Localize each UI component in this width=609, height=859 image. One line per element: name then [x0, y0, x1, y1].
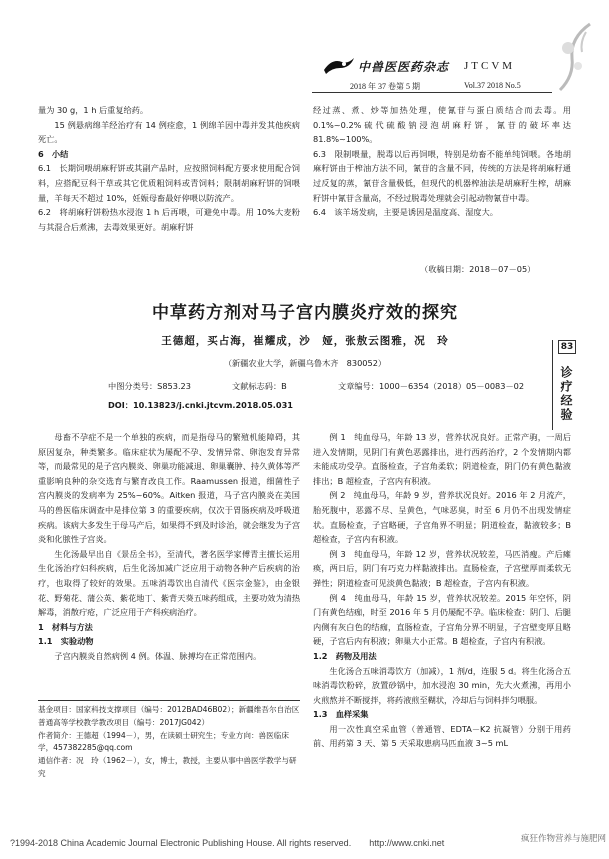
paragraph: 生化汤合五味消毒饮方（加减），1 剂/d，连服 5 d。将生化汤合五味消毒饮粉碎，放置砂锅中，加水浸泡 30 min，先大火煮沸，再用小火煎熬并不断搅拌，将药液煎至糊状，冷却后与饲料拌匀喂服。	[313, 665, 571, 705]
footnote-rule	[38, 700, 300, 701]
paragraph: 用一次性真空采血管（普通管、EDTA－K2 抗凝管）分别于用药前、用药第 3 天、第 5 天采取患病马匹血液 3~5 mL	[313, 723, 571, 749]
paragraph: 15 例悬病绵羊经治疗有 14 例痊愈，1 例绵羊因中毒并发其他疾病死亡。	[38, 119, 300, 145]
article-body-left-column	[38, 430, 300, 664]
paragraph: 量为 30 g，1 h 后重复给药。	[38, 105, 149, 115]
section-heading: 6 小结	[38, 148, 69, 159]
author-affiliation: （新疆农业大学，新疆乌鲁木齐 830052）	[223, 358, 387, 368]
journal-name: 中兽医医药杂志	[358, 60, 450, 74]
paragraph: 6.2 将胡麻籽饼粉热水浸泡 1 h 后再喂，可避免中毒。用 10%大麦粉与其混合后煮沸，去毒效果更好。胡麻籽饼	[38, 207, 300, 232]
paragraph: 母畜不孕症不是一个单独的疾病，而是指母马的繁殖机能障碍，其原因复杂，种类繁多。临床症状为屡配不孕、发情异常、卵泡发育异常等，而最常见的是子宫内膜炎、卵巢功能减退、卵巢囊肿、持久黄体等严重影响良种的杂交选育与繁育改良工作。Raamussen 报道，细菌性子宫内膜炎的发病率为 25%~60%。Aitken 报道，马子宫内膜炎在美国马的兽医临床调查中是排位第 3 的重要疾病，仅次于胃肠疾病及呼吸道疾病。该病大多发生于母马产后，如果得不到及时诊治，就会继发为子宫炎和化脓性子宫炎。	[38, 432, 301, 545]
footnote	[38, 704, 300, 781]
page-number: 83	[558, 340, 576, 354]
side-tab-rule	[552, 340, 553, 430]
paragraph: 6.3 限制喂量，脱毒以后再饲喂，特别是幼畜不能单纯饲喂。各地胡麻籽饼由于榨油方法不同，氰苷的含量不同，传统的方法是将胡麻籽通过反复的蒸，氰苷含量极低，但现代的机器榨油法是胡麻籽生榨，胡麻籽饼中氰苷含量高，不经过脱毒处理就会引起动物氰苷中毒。	[313, 148, 571, 203]
issue-info-cn: 2018 年 37 卷第 5 期	[350, 82, 420, 91]
paragraph: 生化汤最早出自《景岳全书》，至清代，著名医学家傅青主擅长运用生化汤治疗妇科疾病，后生化汤加减广泛应用于动物各种产后疾病的治疗，也取得了较好的效果。五味消毒饮出自清代《医宗金鉴》，由金银花、野菊花、蒲公英、紫花地丁、紫背天葵五味药组成，主要功效为清热解毒，消散疔疮，广泛应用于产科疾病治疗。	[38, 548, 301, 618]
copyright-footer: ?1994-2018 China Academic Journal Electronic Publishing House. All rights reserved. http://www.cnki.net	[10, 838, 445, 848]
previous-article-right-column	[313, 103, 571, 220]
previous-article-left-column	[38, 103, 300, 234]
issue-info-en: Vol.37 2018 No.5	[464, 81, 521, 90]
paragraph: 例 3 纯血母马，年龄 12 岁，营养状况较差，马匹消瘦。产后瘫痪，两日后，阴门有巧克力样黏液排出。直肠检查，子宫壁厚而柔软无弹性；阴道检查可见淡黄色黏液；B 超检查，子宫内有积液。	[313, 548, 571, 588]
document-code: 文献标志码：B	[232, 381, 287, 391]
paragraph: 6.1 长期饲喂胡麻籽饼或其副产品时，应按照饲料配方要求使用配合饲料，应搭配豆科干草或其它优质粗饲料或青饲料；限制胡麻籽饼的饲喂量，羊每天不超过 10%，妊娠母畜最好停喂以防流产。	[38, 163, 300, 203]
subsection-heading: 1.1 实验动物	[38, 636, 94, 647]
article-doi: DOI：10.13823/j.cnki.jtcvm.2018.05.031	[108, 400, 293, 410]
funding-note: 基金项目：国家科技支撑项目（编号：2012BAD46B02）；新疆维吾尔自治区普通高等学校教学教改项目（编号：2017JG042）	[38, 705, 300, 727]
section-heading: 1 材料与方法	[38, 621, 93, 632]
paragraph: 例 2 纯血母马，年龄 9 岁，营养状况良好。2016 年 2 月流产，胎死腹中，恶露不尽、呈黄色，气味恶臭，时至 6 月仍不出现发情症状。直肠检查，子宫略硬，子宫角界不明显；阴道检查，黏液较多；B 超检查，子宫内有积液。	[313, 490, 571, 545]
subsection-heading: 1.2 药物及用法	[313, 650, 377, 661]
watermark-text: 疯狂作物营养与施肥网	[520, 834, 606, 844]
header-rule	[312, 92, 552, 93]
received-date: （收稿日期：2018－07－05）	[420, 264, 536, 274]
section-tab-label: 诊疗经验	[559, 366, 573, 422]
article-title: 中草药方剂对马子宫内膜炎疗效的探究	[152, 303, 458, 323]
author-bio-note: 作者简介：王德超（1994－），男，在读硕士研究生；专业方向：兽医临床学，457382285@qq.com	[38, 730, 289, 753]
paragraph: 子宫内膜炎自然病例 4 例。体温、脉搏均在正常范围内。	[54, 650, 262, 661]
paragraph: 经过蒸、煮、炒等加热处理，使氰苷与蛋白质结合而去毒。用 0.1%~0.2%硫代硫酸钠浸泡胡麻籽饼，氰苷的破坏率达 81.8%~100%。	[313, 105, 571, 145]
journal-logo-icon	[322, 54, 356, 76]
journal-abbreviation: JTCVM	[464, 60, 516, 72]
paragraph: 例 4 纯血母马，年龄 15 岁，营养状况较差。2015 年空怀，阴门有黄色结痂，时至 2016 年 5 月仍屡配不孕。临床检查：阴门、后腿内侧有灰白色的结痂，直肠检查，子宫角分界不明显，子宫壁变厚且略硬，子宫后内有积液；卵巢大小正常。B 超检查，子宫内有积液。	[313, 592, 571, 647]
subsection-heading: 1.3 血样采集	[313, 709, 369, 720]
paragraph: 例 1 纯血母马，年龄 13 岁，营养状况良好。正常产驹，一周后进入发情期，见阴门有黄色恶露排出，进行西药治疗，2 个发情期内都未能成功受孕。直肠检查，子宫角柔软；阴道检查，阴门仍有黄色黏液排出；B 超检查，子宫内有积液。	[313, 432, 571, 486]
ink-brush-ornament-icon	[520, 18, 600, 98]
article-id: 文章编号：1000－6354（2018）05－0083－02	[338, 381, 525, 391]
article-authors: 王德超，买占海，崔耀成，沙 娅，张敖云图雅，况 玲	[161, 335, 449, 347]
paragraph: 6.4 该羊场发病，主要是诱因是温度高、湿度大。	[313, 207, 498, 218]
article-body-right-column	[313, 430, 571, 751]
classification-number: 中图分类号：S853.23	[108, 381, 191, 391]
corresponding-author-note: 通信作者：况 玲（1962－），女，博士，教授，主要从事中兽医学教学与研究	[38, 756, 297, 778]
